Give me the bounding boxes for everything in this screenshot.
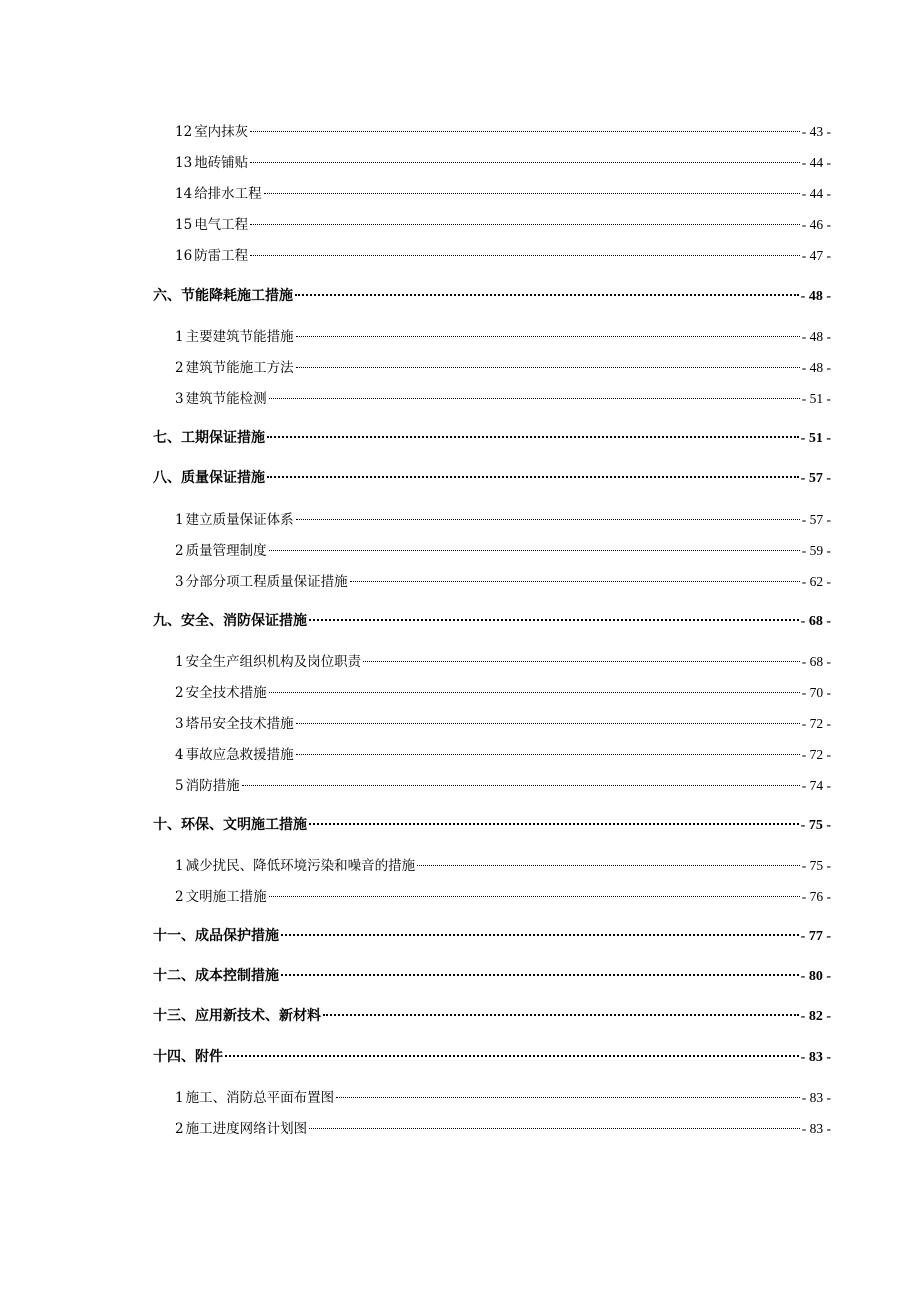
toc-entry-number: 15	[175, 217, 193, 233]
toc-entry-text: 七、工期保证措施	[153, 430, 265, 446]
toc-page-number: - 48 -	[801, 360, 831, 375]
toc-entry-text: 室内抹灰	[194, 124, 249, 140]
toc-entry-title	[153, 1005, 321, 1025]
toc-entry-title	[175, 681, 267, 701]
toc-subsection-entry[interactable]	[175, 712, 831, 732]
toc-entry-text: 建筑节能检测	[185, 391, 267, 407]
toc-entry-number: 2	[175, 685, 184, 701]
toc-entry-text: 十二、成本控制措施	[153, 968, 279, 984]
toc-subsection-entry[interactable]	[175, 885, 831, 905]
toc-entry-text: 电气工程	[194, 217, 249, 233]
toc-subsection-entry[interactable]	[175, 356, 831, 376]
toc-section-entry[interactable]	[153, 925, 831, 945]
toc-entry-title	[175, 743, 294, 763]
toc-page-number: - 43 -	[801, 124, 831, 139]
dot-leader	[264, 193, 800, 194]
toc-page-number: - 83 -	[801, 1121, 831, 1136]
toc-entry-number: 2	[175, 360, 184, 376]
toc-entry-title	[175, 120, 248, 140]
toc-subsection-entry[interactable]	[175, 1086, 831, 1106]
toc-subsection-entry[interactable]	[175, 120, 831, 140]
toc-entry-title	[175, 885, 267, 905]
toc-entry-title	[153, 1046, 223, 1066]
toc-entry-text: 十三、应用新技术、新材料	[153, 1008, 321, 1024]
toc-section-entry[interactable]	[153, 814, 831, 834]
toc-entry-title	[175, 1086, 334, 1106]
toc-entry-text: 九、安全、消防保证措施	[153, 613, 307, 629]
toc-entry-number: 2	[175, 889, 184, 905]
dot-leader	[417, 865, 800, 866]
toc-entry-number: 3	[175, 391, 184, 407]
toc-entry-text: 安全技术措施	[185, 685, 267, 701]
toc-entry-number: 1	[175, 512, 184, 528]
toc-entry-number: 16	[175, 248, 193, 264]
toc-entry-text: 十四、附件	[153, 1049, 223, 1065]
toc-entry-title	[153, 925, 279, 945]
toc-page-number: - 77 -	[800, 929, 831, 944]
dot-leader	[295, 294, 799, 296]
toc-page-number: - 74 -	[801, 778, 831, 793]
dot-leader	[281, 974, 799, 976]
toc-entry-number: 1	[175, 858, 184, 874]
toc-subsection-entry[interactable]	[175, 151, 831, 171]
dot-leader	[296, 367, 800, 368]
toc-entry-title	[175, 774, 240, 794]
toc-entry-number: 3	[175, 716, 184, 732]
toc-entry-text: 安全生产组织机构及岗位职责	[185, 654, 362, 670]
dot-leader	[242, 785, 800, 786]
dot-leader	[269, 398, 800, 399]
toc-subsection-entry[interactable]	[175, 244, 831, 264]
toc-entry-text: 塔吊安全技术措施	[185, 716, 294, 732]
toc-entry-number: 13	[175, 155, 193, 171]
toc-page-number: - 62 -	[801, 574, 831, 589]
toc-page-number: - 48 -	[800, 289, 831, 304]
toc-entry-title	[175, 508, 294, 528]
toc-entry-text: 六、节能降耗施工措施	[153, 288, 293, 304]
toc-entry-title	[175, 182, 262, 202]
toc-entry-text: 消防措施	[185, 778, 240, 794]
toc-entry-title	[175, 356, 294, 376]
toc-entry-text: 施工、消防总平面布置图	[185, 1090, 335, 1106]
toc-subsection-entry[interactable]	[175, 854, 831, 874]
toc-subsection-entry[interactable]	[175, 1117, 831, 1137]
toc-section-entry[interactable]	[153, 427, 831, 447]
toc-entry-title	[153, 965, 279, 985]
toc-page-number: - 75 -	[801, 858, 831, 873]
toc-page-number: - 70 -	[801, 685, 831, 700]
toc-section-entry[interactable]	[153, 467, 831, 487]
toc-page-number: - 68 -	[801, 654, 831, 669]
toc-entry-text: 主要建筑节能措施	[185, 329, 294, 345]
toc-entry-text: 建筑节能施工方法	[185, 360, 294, 376]
toc-page-number: - 82 -	[800, 1009, 831, 1024]
toc-subsection-entry[interactable]	[175, 508, 831, 528]
toc-entry-number: 2	[175, 543, 184, 559]
toc-entry-number: 1	[175, 329, 184, 345]
toc-page-number: - 75 -	[800, 818, 831, 833]
toc-entry-title	[175, 539, 267, 559]
toc-page-number: - 83 -	[801, 1090, 831, 1105]
toc-entry-number: 5	[175, 778, 184, 794]
toc-entry-number: 1	[175, 654, 184, 670]
toc-subsection-entry[interactable]	[175, 774, 831, 794]
toc-entry-title	[175, 570, 348, 590]
toc-subsection-entry[interactable]	[175, 387, 831, 407]
dot-leader	[269, 550, 800, 551]
dot-leader	[296, 723, 800, 724]
dot-leader	[281, 934, 799, 936]
toc-entry-title	[153, 285, 293, 305]
dot-leader	[250, 162, 800, 163]
toc-entry-title	[175, 151, 248, 171]
toc-subsection-entry[interactable]	[175, 650, 831, 670]
toc-subsection-entry[interactable]	[175, 213, 831, 233]
dot-leader	[296, 519, 800, 520]
toc-entry-number: 3	[175, 574, 184, 590]
dot-leader	[296, 754, 800, 755]
dot-leader	[323, 1014, 799, 1016]
toc-entry-number: 12	[175, 124, 193, 140]
toc-entry-text: 施工进度网络计划图	[185, 1121, 308, 1137]
toc-entry-number: 1	[175, 1090, 184, 1106]
toc-entry-title	[175, 244, 248, 264]
toc-entry-text: 防雷工程	[194, 248, 249, 264]
toc-entry-title	[175, 854, 415, 874]
toc-subsection-entry[interactable]	[175, 539, 831, 559]
toc-entry-text: 质量管理制度	[185, 543, 267, 559]
dot-leader	[269, 692, 800, 693]
toc-entry-text: 十一、成品保护措施	[153, 928, 279, 944]
dot-leader	[250, 131, 800, 132]
toc-page-number: - 80 -	[800, 969, 831, 984]
toc-entry-title	[175, 325, 294, 345]
toc-page-number: - 48 -	[801, 329, 831, 344]
toc-page-number: - 51 -	[800, 431, 831, 446]
dot-leader	[336, 1097, 800, 1098]
toc-entry-text: 分部分项工程质量保证措施	[185, 574, 348, 590]
toc-entry-title	[153, 814, 307, 834]
toc-subsection-entry[interactable]	[175, 182, 831, 202]
toc-entry-text: 减少扰民、降低环境污染和噪音的措施	[185, 858, 416, 874]
toc-page-number: - 47 -	[801, 248, 831, 263]
toc-entry-number: 4	[175, 747, 184, 763]
toc-subsection-entry[interactable]	[175, 743, 831, 763]
toc-entry-title	[175, 1117, 307, 1137]
toc-section-entry[interactable]	[153, 1005, 831, 1025]
toc-entry-text: 给排水工程	[194, 186, 262, 202]
dot-leader	[363, 661, 800, 662]
toc-section-entry[interactable]	[153, 965, 831, 985]
toc-page-number: - 72 -	[801, 716, 831, 731]
toc-section-entry[interactable]	[153, 1046, 831, 1066]
toc-page-number: - 44 -	[801, 186, 831, 201]
toc-entry-text: 事故应急救援措施	[185, 747, 294, 763]
dot-leader	[296, 336, 800, 337]
dot-leader	[309, 1128, 800, 1129]
toc-page-number: - 76 -	[801, 889, 831, 904]
toc-entry-text: 十、环保、文明施工措施	[153, 817, 307, 833]
toc-section-entry[interactable]	[153, 610, 831, 630]
toc-entry-text: 地砖铺贴	[194, 155, 249, 171]
dot-leader	[225, 1055, 799, 1057]
toc-entry-title	[153, 427, 265, 447]
toc-entry-text: 八、质量保证措施	[153, 470, 265, 486]
toc-entry-title	[175, 650, 361, 670]
toc-page-number: - 51 -	[801, 391, 831, 406]
toc-entry-title	[175, 712, 294, 732]
toc-entry-title	[175, 387, 267, 407]
dot-leader	[309, 823, 799, 825]
toc-subsection-entry[interactable]	[175, 681, 831, 701]
dot-leader	[267, 476, 799, 478]
dot-leader	[309, 619, 799, 621]
dot-leader	[267, 436, 799, 438]
toc-entry-number: 2	[175, 1121, 184, 1137]
toc-section-entry[interactable]	[153, 285, 831, 305]
toc-subsection-entry[interactable]	[175, 325, 831, 345]
toc-page-number: - 46 -	[801, 217, 831, 232]
toc-entry-title	[153, 610, 307, 630]
toc-entry-title	[153, 467, 265, 487]
toc-entry-text: 文明施工措施	[185, 889, 267, 905]
dot-leader	[250, 255, 800, 256]
dot-leader	[269, 896, 800, 897]
toc-page-number: - 72 -	[801, 747, 831, 762]
toc-subsection-entry[interactable]	[175, 570, 831, 590]
toc-page-number: - 59 -	[801, 543, 831, 558]
toc-entry-number: 14	[175, 186, 193, 202]
toc-entry-text: 建立质量保证体系	[185, 512, 294, 528]
toc-page-number: - 57 -	[801, 512, 831, 527]
toc-entry-title	[175, 213, 248, 233]
toc-page-number: - 57 -	[800, 471, 831, 486]
toc-page-number: - 44 -	[801, 155, 831, 170]
toc-page-number: - 83 -	[800, 1050, 831, 1065]
dot-leader	[250, 224, 800, 225]
dot-leader	[350, 581, 800, 582]
toc-page-number: - 68 -	[800, 614, 831, 629]
